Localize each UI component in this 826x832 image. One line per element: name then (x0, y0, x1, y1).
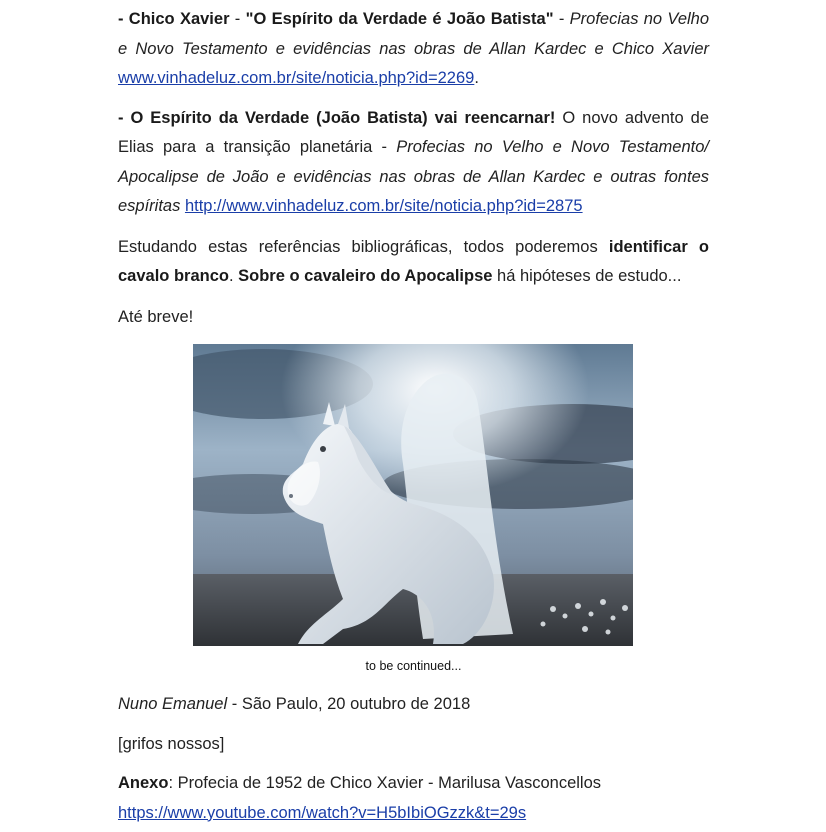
bold-anexo: Anexo (118, 774, 169, 792)
link-noticia-2269[interactable]: www.vinhadeluz.com.br/site/noticia.php?id=2269 (118, 69, 475, 87)
bold-cavalo-branco: identificar o cavalo branco (118, 237, 710, 285)
paragraph-reencarnar (118, 104, 709, 222)
paragraph-anexo (118, 769, 709, 828)
bold-quote: "O Espírito da Verdade é João Batista" (245, 10, 554, 28)
link-youtube[interactable]: https://www.youtube.com/watch?v=H5bIbiOGzzk&t=29s (118, 803, 527, 822)
bold-heading: - O Espírito da Verdade (João Batista) vai reencarnar! (118, 108, 556, 127)
paragraph-signature (118, 690, 709, 720)
separator: - (553, 10, 570, 28)
body-text: . (228, 267, 239, 285)
body-text: há hipóteses de estudo... (492, 267, 682, 285)
author-name: Nuno Emanuel (118, 695, 228, 713)
link-noticia-2875[interactable]: http://www.vinhadeluz.com.br/site/noticia.php?id=2875 (184, 197, 583, 215)
period: . (474, 69, 479, 87)
place-date: - São Paulo, 20 outubro de 2018 (227, 695, 471, 713)
paragraph-ate-breve: Até breve! (118, 307, 194, 326)
paragraph-estudando (118, 233, 709, 292)
white-horse-rider-image (193, 344, 633, 646)
body-text: : Profecia de 1952 de Chico Xavier - Marilusa Vasconcellos (168, 774, 602, 792)
bold-name: - Chico Xavier (118, 10, 230, 28)
paragraph-chico-xavier (118, 5, 709, 94)
separator: - (229, 10, 246, 28)
body-text: Estudando estas referências bibliográficas, todos poderemos (118, 237, 609, 256)
image-caption: to be continued... (365, 659, 462, 673)
paragraph-grifos: [grifos nossos] (118, 734, 225, 753)
italic-title: Profecias no Velho e Novo Testamento/ Apocalipse de João e evidências nas obras de Allan Kardec e outras fontes espíritas (118, 138, 709, 215)
italic-title: Profecias no Velho e Novo Testamento e evidências nas obras de Allan Kardec e Chico Xavier (118, 10, 710, 58)
document-body (118, 5, 709, 828)
body-text: O novo advento de Elias para a transição planetária - (118, 108, 709, 156)
bold-cavaleiro: Sobre o cavaleiro do Apocalipse (238, 267, 493, 285)
